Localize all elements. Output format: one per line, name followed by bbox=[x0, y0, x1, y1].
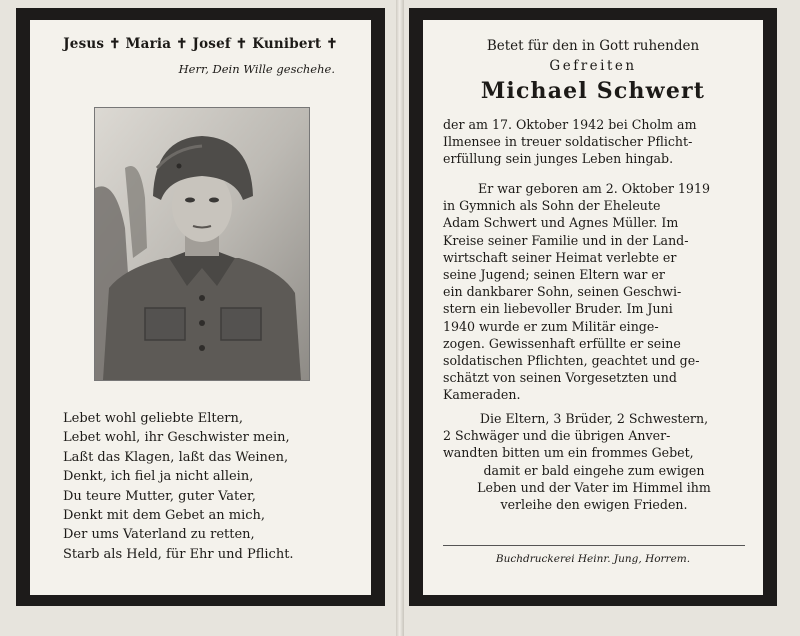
text-line: wandten bitten um ein frommes Gebet, bbox=[443, 445, 694, 461]
printer-divider bbox=[443, 545, 745, 546]
text-line: Kameraden. bbox=[443, 387, 521, 403]
text-line: schätzt von seinen Vorgesetzten und bbox=[443, 370, 677, 386]
right-card-panel bbox=[423, 20, 763, 595]
poem-line: Laßt das Klagen, laßt das Weinen, bbox=[63, 449, 289, 465]
text-line: erfüllung sein junges Leben hingab. bbox=[443, 151, 674, 167]
text-line: Leben und der Vater im Himmel ihm bbox=[477, 479, 711, 495]
poem-line: Der ums Vaterland zu retten, bbox=[63, 527, 255, 543]
poem-line: Denkt, ich fiel ja nicht allein, bbox=[63, 469, 254, 485]
text-line: stern ein liebevoller Bruder. Im Juni bbox=[443, 301, 673, 317]
left-card-panel bbox=[30, 20, 371, 595]
invocation-line: Jesus ✝ Maria ✝ Josef ✝ Kunibert ✝ bbox=[63, 36, 338, 52]
text-line: soldatischen Pflichten, geachtet und ge- bbox=[443, 353, 700, 369]
prayer-header-line: Betet für den in Gott ruhenden bbox=[486, 38, 700, 54]
rank-line: Gefreiten bbox=[549, 58, 637, 74]
text-line: Kreise seiner Familie und in der Land- bbox=[443, 232, 689, 248]
text-line: wirtschaft seiner Heimat verlebte er bbox=[443, 249, 677, 265]
text-line: verleihe den ewigen Frieden. bbox=[500, 497, 688, 513]
soldier-portrait-drawing bbox=[95, 108, 309, 380]
death-paragraph bbox=[443, 116, 745, 168]
farewell-poem bbox=[63, 409, 363, 564]
sub-invocation-line: Herr, Dein Wille geschehe. bbox=[178, 62, 335, 76]
text-line: zogen. Gewissenhaft erfüllte er seine bbox=[443, 335, 681, 351]
text-line: Die Eltern, 3 Brüder, 2 Schwestern, bbox=[479, 411, 709, 426]
text-line: Adam Schwert und Agnes Müller. Im bbox=[443, 215, 679, 231]
text-line: 2 Schwäger und die übrigen Anver- bbox=[443, 428, 671, 444]
soldier-portrait-photo bbox=[94, 107, 310, 381]
text-line: der am 17. Oktober 1942 bei Cholm am bbox=[443, 117, 697, 132]
poem-line: Denkt mit dem Gebet an mich, bbox=[63, 508, 266, 524]
poem-line: Lebet wohl geliebte Eltern, bbox=[63, 411, 243, 426]
poem-line: Du teure Mutter, guter Vater, bbox=[63, 488, 256, 504]
text-line: seine Jugend; seinen Eltern war er bbox=[443, 267, 665, 283]
printer-credit: Buchdruckerei Heinr. Jung, Horrem. bbox=[495, 553, 691, 565]
text-line: ein dankbarer Sohn, seinen Geschwi- bbox=[443, 284, 682, 300]
text-line: in Gymnich als Sohn der Eheleute bbox=[443, 198, 661, 214]
family-paragraph bbox=[443, 410, 745, 513]
text-line: 1940 wurde er zum Militär einge- bbox=[443, 318, 659, 334]
card-fold bbox=[396, 0, 404, 636]
text-line: Ilmensee in treuer soldatischer Pflicht- bbox=[443, 134, 693, 150]
text-line: Er war geboren am 2. Oktober 1919 bbox=[478, 181, 710, 196]
text-line: damit er bald eingehe zum ewigen bbox=[483, 462, 705, 478]
biography-paragraph bbox=[443, 180, 745, 404]
poem-line: Lebet wohl, ihr Geschwister mein, bbox=[63, 430, 290, 446]
deceased-name: Michael Schwert bbox=[480, 78, 706, 104]
poem-line: Starb als Held, für Ehr und Pflicht. bbox=[63, 546, 294, 562]
